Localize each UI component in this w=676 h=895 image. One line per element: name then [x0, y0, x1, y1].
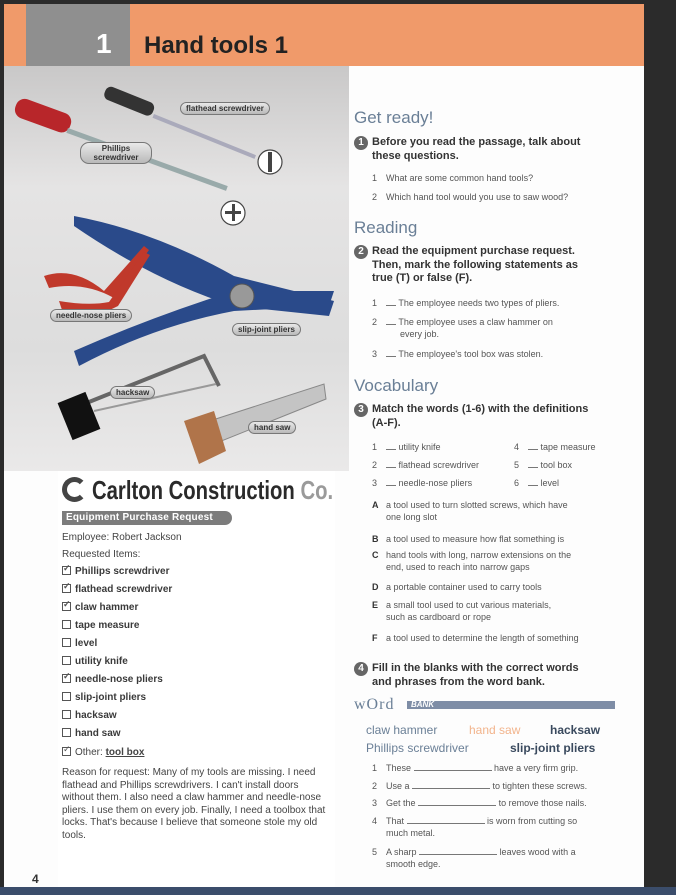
vocabulary-word: 4 tape measure: [514, 442, 596, 452]
requested-item: utility knife: [62, 656, 128, 667]
checkbox-icon: [62, 692, 71, 701]
checkbox-icon: [62, 656, 71, 665]
requested-item: level: [62, 638, 97, 649]
get-ready-q1: 1 What are some common hand tools?: [372, 173, 534, 183]
bank-word-slip-joint-pliers: slip-joint pliers: [510, 741, 596, 755]
bank-word-hand-saw: hand saw: [469, 723, 521, 737]
get-ready-instruction: 1 Before you read the passage, talk about these questions.: [354, 136, 624, 163]
requested-item: ✓flathead screwdriver: [62, 584, 172, 595]
vocabulary-definition: F a tool used to determine the length of something: [372, 633, 579, 643]
requested-item: slip-joint pliers: [62, 692, 146, 703]
company-logo-icon: [62, 477, 87, 502]
bottom-bar: [0, 887, 676, 895]
vocabulary-definition: D a portable container used to carry tools: [372, 582, 542, 592]
vocabulary-word: 2 flathead screwdriver: [372, 460, 480, 470]
label-hacksaw: hacksaw: [110, 386, 155, 399]
bank-word-claw-hammer: claw hammer: [366, 723, 438, 737]
vocabulary-word: 3 needle-nose pliers: [372, 478, 473, 488]
reading-heading: Reading: [354, 218, 418, 237]
word-bank-tag: BANK: [411, 700, 435, 709]
checkbox-icon: [62, 747, 71, 756]
answer-blank: [418, 805, 496, 806]
bank-word-phillips-screwdriver: Phillips screwdriver: [366, 741, 469, 755]
reading-statement-3: 3 The employee's tool box was stolen.: [372, 349, 544, 359]
other-item: ✓Other: tool box: [62, 747, 144, 758]
reason-paragraph: Reason for request: Many of my tools are missing. I need flathead and Phillips screwdrivers. I can't install doors without them. I also need a claw hammer and needle-nose pliers. I use them on every job. Finally, I need a toolbox that locks. That's because I believe that someone stole my old tools.: [62, 767, 326, 841]
fill-sentence: 2 Use a to tighten these screws.: [372, 781, 588, 791]
requested-item: hand saw: [62, 728, 121, 739]
reading-instruction: 2 Read the equipment purchase request. Then, mark the following statements as true (T) or false (F).: [354, 245, 624, 285]
checkbox-icon: [62, 602, 71, 611]
vocabulary-heading: Vocabulary: [354, 376, 439, 395]
employee-line: Employee: Robert Jackson: [62, 532, 182, 543]
checkbox-icon: [62, 566, 71, 575]
answer-blank: [407, 823, 485, 824]
word-bank-title: wOrd: [354, 696, 395, 713]
label-phillips-screwdriver: Phillips screwdriver: [80, 142, 152, 164]
checkbox-icon: [62, 638, 71, 647]
answer-blank: [412, 788, 490, 789]
vocabulary-definition: A a tool used to turn slotted screws, which have one long slot: [372, 500, 568, 522]
textbook-page: [4, 4, 644, 887]
requested-item: ✓needle-nose pliers: [62, 674, 163, 685]
get-ready-q2: 2 Which hand tool would you use to saw wood?: [372, 192, 569, 202]
form-title-band: Equipment Purchase Request: [62, 511, 232, 525]
reading-statement-1: 1 The employee needs two types of pliers.: [372, 298, 560, 308]
label-slip-joint-pliers: slip-joint pliers: [232, 323, 301, 336]
requested-label: Requested Items:: [62, 549, 141, 560]
answer-blank: [419, 854, 497, 855]
company-name: Carlton Construction Co.: [92, 475, 334, 505]
fill-sentence: 4 That is worn from cutting so much metal.: [372, 816, 578, 838]
requested-item: tape measure: [62, 620, 139, 631]
vocabulary-definition: B a tool used to measure how flat something is: [372, 534, 565, 544]
fill-sentence: 3 Get the to remove those nails.: [372, 798, 587, 808]
label-flathead-screwdriver: flathead screwdriver: [180, 102, 270, 115]
requested-item: hacksaw: [62, 710, 117, 721]
reading-statement-2: 2 The employee uses a claw hammer on every job.: [372, 317, 553, 339]
bank-word-hacksaw: hacksaw: [550, 723, 601, 737]
purchase-request-form: [58, 471, 335, 887]
answer-blank: [414, 770, 492, 771]
vocabulary-instruction: 3 Match the words (1-6) with the definitions (A-F).: [354, 403, 624, 430]
unit-number: 1: [96, 28, 112, 59]
checkbox-icon: [62, 710, 71, 719]
vocabulary-definition: C hand tools with long, narrow extensions on the end, used to reach into narrow gaps: [372, 550, 572, 572]
company-suffix: Co.: [300, 475, 334, 505]
checkbox-icon: [62, 728, 71, 737]
unit-title: Hand tools 1: [144, 32, 289, 59]
vocabulary-word: 6 level: [514, 478, 560, 488]
get-ready-heading: Get ready!: [354, 108, 434, 127]
unit-header: [4, 4, 644, 66]
vocabulary-definition: E a small tool used to cut various materials, such as cardboard or rope: [372, 600, 552, 622]
vocabulary-word: 5 tool box: [514, 460, 573, 470]
requested-item: ✓claw hammer: [62, 602, 138, 613]
fill-sentence: 5 A sharp leaves wood with a smooth edge.: [372, 847, 576, 869]
checkbox-icon: [62, 584, 71, 593]
word-bank-bar: [407, 701, 615, 709]
requested-item: ✓Phillips screwdriver: [62, 566, 170, 577]
fill-instruction: 4 Fill in the blanks with the correct words and phrases from the word bank.: [354, 662, 624, 689]
checkbox-icon: [62, 620, 71, 629]
checkbox-icon: [62, 674, 71, 683]
tools-illustration: [4, 66, 349, 471]
fill-sentence: 1 These have a very firm grip.: [372, 763, 579, 773]
label-hand-saw: hand saw: [248, 421, 296, 434]
label-needle-nose-pliers: needle-nose pliers: [50, 309, 132, 322]
other-value: tool box: [105, 747, 145, 758]
page-number: 4: [32, 872, 39, 886]
tools-photo: [4, 66, 349, 471]
vocabulary-word: 1 utility knife: [372, 442, 441, 452]
